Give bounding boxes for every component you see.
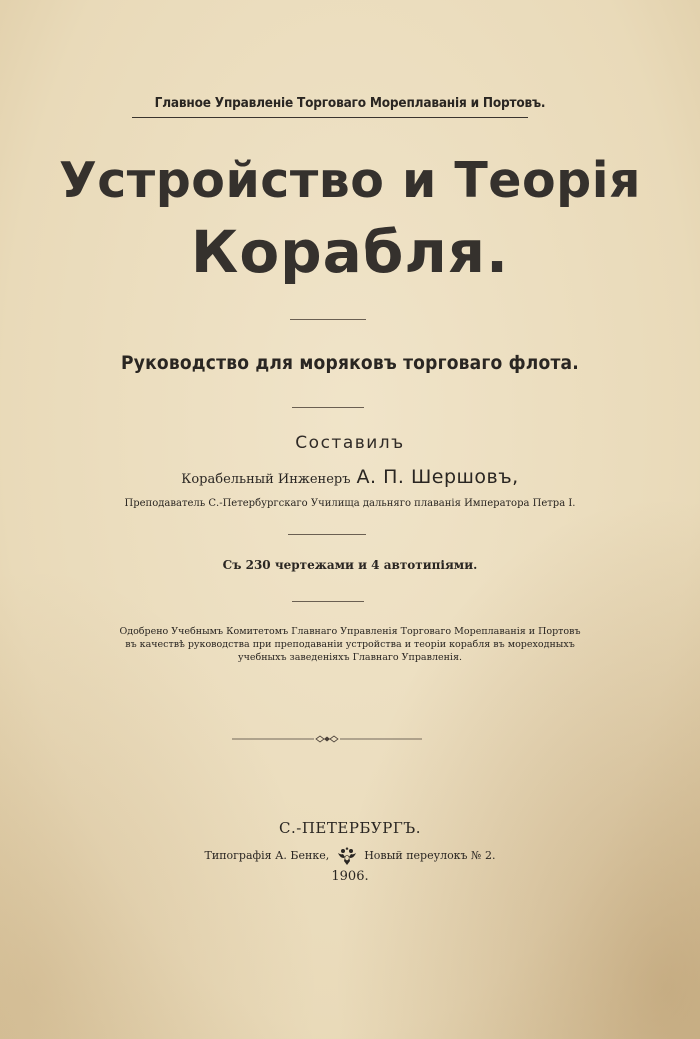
approval-line: въ качествѣ руководства при преподаваніи устройства и теоріи корабля въ мореходныхъ	[125, 639, 575, 650]
publisher-header: Главное Управленіе Торговаго Мореплаванія и Портовъ.	[154, 95, 546, 111]
divider-rule	[292, 601, 364, 602]
author-line	[0, 466, 700, 488]
compiled-by: Составилъ	[295, 433, 405, 453]
imprint-city: С.-ПЕТЕРБУРГЪ.	[279, 819, 421, 837]
title-line-1: Устройство и Теорія	[58, 152, 642, 209]
imprint-year: 1906.	[331, 869, 369, 884]
approval-line: учебныхъ заведеніяхъ Главнаго Управленія.	[238, 652, 462, 663]
ornament-divider	[232, 733, 422, 745]
approval-note	[0, 625, 700, 664]
double-headed-eagle-icon	[337, 845, 357, 867]
author-position: Преподаватель С.-Петербургскаго Училища дальняго плаванія Императора Петра I.	[124, 498, 576, 509]
imprint-press	[0, 845, 700, 867]
header-underline	[132, 117, 528, 118]
press-address: Новый переулокъ № 2.	[364, 849, 496, 862]
press-name: Типографія А. Бенке,	[204, 849, 330, 862]
title-line-2: Корабля.	[190, 218, 510, 286]
divider-rule	[288, 534, 366, 535]
divider-rule	[290, 319, 366, 320]
author-name: А. П. Шершовъ,	[356, 466, 519, 488]
divider-rule	[292, 407, 364, 408]
approval-line: Одобрено Учебнымъ Комитетомъ Главнаго Управленія Торговаго Мореплаванія и Портовъ	[119, 626, 581, 637]
illustrations-note: Съ 230 чертежами и 4 автотипіями.	[222, 558, 478, 572]
author-rank: Корабельный Инженеръ	[181, 472, 351, 487]
subtitle: Руководство для моряковъ торговаго флота.	[121, 352, 579, 374]
